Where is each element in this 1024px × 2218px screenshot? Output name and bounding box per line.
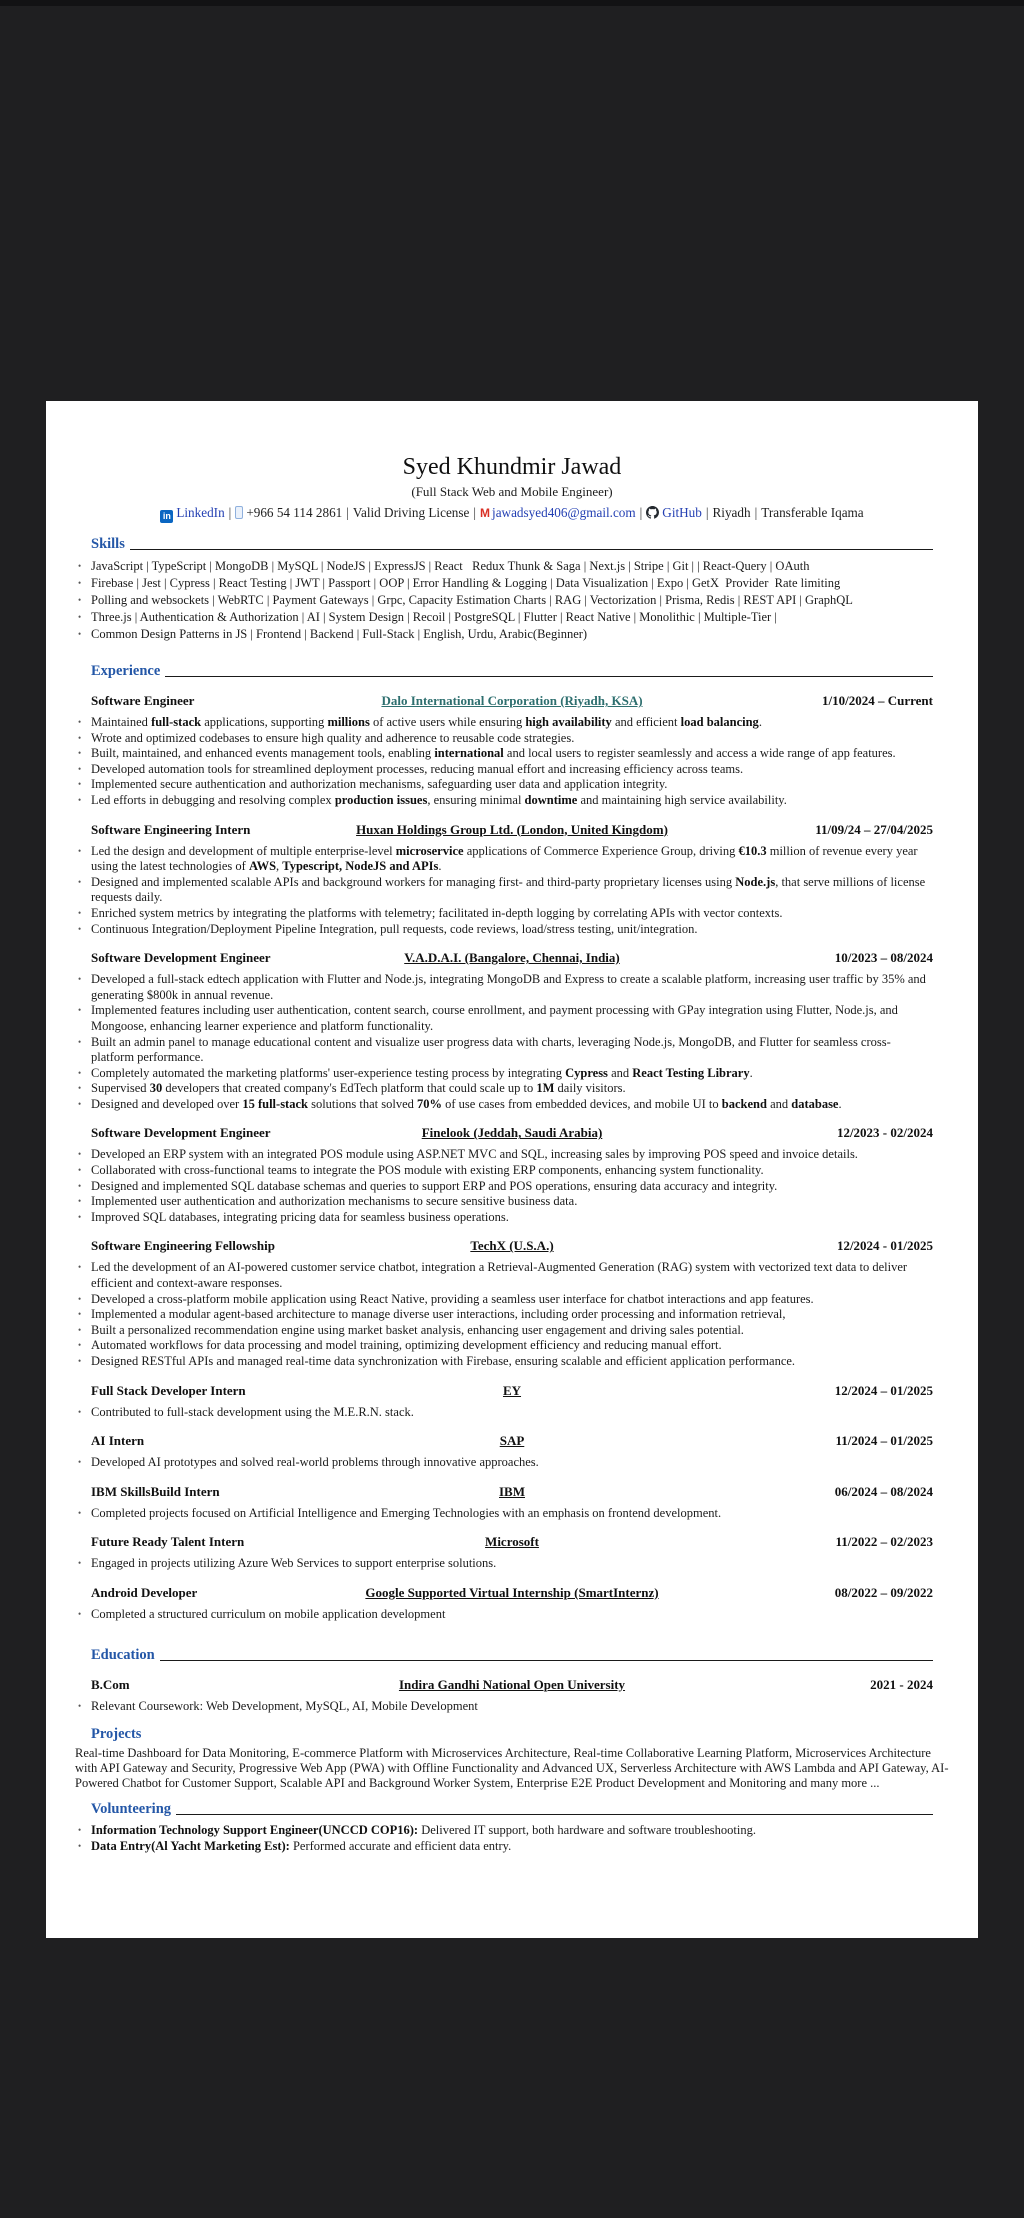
list-item-text: JavaScript | TypeScript | MongoDB | MySQL | NodeJS | ExpressJS | React Redux Thunk & Saga | Next.js | Stripe | Git | | React-Query | OAuth [91, 559, 810, 573]
entry-date: 12/2024 - 01/2025 [836, 1238, 933, 1254]
entry-role: B.Com [91, 1676, 130, 1692]
phone-icon [235, 506, 243, 519]
phone-number: +966 54 114 2861 [246, 505, 343, 520]
bullet-icon: • [78, 763, 82, 774]
list-item [75, 626, 933, 643]
list-item [75, 746, 933, 762]
entry-role: Software Development Engineer [91, 950, 271, 966]
bullet-icon: • [78, 1824, 82, 1835]
list-item [75, 1260, 933, 1291]
entry-header-row [91, 1585, 933, 1601]
entry-header-row [91, 1238, 933, 1254]
email-link[interactable]: jawadsyed406@gmail.com [492, 505, 636, 520]
bullet-icon: • [78, 612, 82, 622]
list-item-text: Built an admin panel to manage educational content and visualize user progress data with charts, leveraging Node.js, MongoDB, and Flutter for seamless cross-platform performance. [91, 1034, 891, 1065]
gmail-icon: M [480, 506, 491, 520]
list-item-text: Designed and implemented scalable APIs and background workers for managing first- and third-party proprietary licenses using Node.js, that serve millions of license requests daily. [91, 874, 929, 905]
entry-company-link[interactable]: Indira Gandhi National Open University [398, 1676, 626, 1692]
bullet-icon: • [78, 732, 82, 743]
bullet-icon: • [78, 1196, 82, 1207]
section-title-label: Volunteering [91, 1800, 172, 1817]
list-item-text: Led efforts in debugging and resolving complex production issues, ensuring minimal downtime and maintaining high service availability. [91, 792, 787, 807]
entry-role: Software Engineering Intern [91, 821, 251, 837]
separator: | [754, 505, 758, 520]
entry-header-row [91, 822, 933, 838]
bullet-icon: • [78, 1036, 82, 1047]
projects-text: Real-time Dashboard for Data Monitoring, E-commerce Platform with Microservices Architecture, Real-time Collaborative Learning Platform, Microservices Architecture with API Gateway and Security, Progressive Web App (PWA) with Offline Functionality and Advanced UX, Serverless Architecture with AWS Lambda and API Gateway, AI-Powered Chatbot for Customer Support, Scalable API and Background Worker System, Enterprise E2E Product Development and Monitoring and many more ... [75, 1746, 949, 1790]
list-item [75, 777, 933, 793]
list-item [75, 1455, 933, 1471]
list-item [75, 592, 933, 609]
list-item [75, 1699, 933, 1715]
entry-date: 11/2022 – 02/2023 [835, 1534, 933, 1550]
entry-role: Software Engineer [91, 693, 195, 708]
education-entries [78, 1676, 933, 1715]
bullet-icon: • [78, 1558, 82, 1569]
bullet-icon: • [78, 1083, 82, 1094]
separator: | [639, 505, 643, 520]
bullet-icon: • [78, 974, 82, 985]
bullet-icon: • [78, 1098, 82, 1109]
bullet-icon: • [78, 1211, 82, 1222]
entry-company-link[interactable]: Dalo International Corporation (Riyadh, KSA) [381, 693, 643, 708]
bullet-icon: • [78, 1180, 82, 1191]
list-item-text: Relevant Coursework: Web Development, MySQL, AI, Mobile Development [91, 1698, 478, 1713]
list-item [75, 1147, 933, 1163]
entry-header-row [91, 1484, 933, 1500]
section-title-label: Skills [91, 536, 125, 552]
entry-header-row [91, 1677, 933, 1693]
bullet-icon: • [78, 1507, 82, 1518]
separator: | [705, 505, 709, 520]
list-item [75, 1292, 933, 1308]
bullet-icon: • [78, 1406, 82, 1417]
entry-date: 11/09/24 – 27/04/2025 [815, 821, 933, 837]
list-item-text: Three.js | Authentication & Authorization | AI | System Design | Recoil | PostgreSQL | Flutter | React Native | Monolithic | Multiple-Tier | [91, 610, 777, 624]
bullet-icon: • [78, 1005, 82, 1016]
list-item-text: Implemented secure authentication and authorization mechanisms, safeguarding user data and application integrity. [91, 777, 668, 792]
bullet-icon: • [78, 1457, 82, 1468]
bullet-icon: • [78, 1700, 82, 1711]
list-item-text: Developed a full-stack edtech application with Flutter and Node.js, integrating MongoDB and Express to create a scalable platform, increasing user traffic by 35% and generating $800k in annual revenue. [91, 972, 930, 1002]
entry-header-row [91, 1534, 933, 1550]
entry-date: 08/2022 – 09/2022 [834, 1584, 933, 1600]
entry-bullets [78, 1606, 933, 1623]
entry-bullets [78, 1404, 933, 1421]
github-link[interactable]: GitHub [662, 505, 702, 520]
bullet-icon: • [78, 748, 82, 759]
list-item [75, 575, 933, 592]
section-title-label: Projects [91, 1726, 142, 1743]
section-title-experience [91, 663, 933, 680]
list-item-text: Firebase | Jest | Cypress | React Testing | JWT | Passport | OOP | Error Handling & Logging | Data Visualization | Expo | GetX Provider Rate limiting [91, 576, 841, 590]
list-item-text: Wrote and optimized codebases to ensure high quality and adherence to reusable code strategies. [91, 730, 575, 745]
entry-date: 10/2023 – 08/2024 [834, 950, 933, 966]
entry-role: AI Intern [91, 1433, 145, 1449]
list-item-text: Completely automated the marketing platforms' user-experience testing process by integrating Cypress and React Testing Library. [91, 1065, 753, 1080]
entry-role: Full Stack Developer Intern [91, 1382, 246, 1398]
list-item [75, 1607, 933, 1623]
list-item-text: Led the design and development of multiple enterprise-level microservice applications of Commerce Experience Group, driving €10.3 million of revenue every year using the latest technologies of AWS, Typescript, NodeJS and APIs. [91, 843, 921, 874]
bullet-icon: • [78, 1149, 82, 1160]
list-item [75, 731, 933, 747]
section-title-education [91, 1647, 933, 1664]
list-item [75, 1066, 933, 1082]
list-item-text: Polling and websockets | WebRTC | Payment Gateways | Grpc, Capacity Estimation Charts | RAG | Vectorization | Prisma, Redis | REST API | GraphQL [91, 593, 853, 607]
iqama-text: Transferable Iqama [761, 505, 864, 520]
entry-header-row [91, 1125, 933, 1141]
section-rule [160, 1660, 933, 1661]
list-item-text: Automated workflows for data processing and model training, optimizing development efficiency and reducing manual effort. [91, 1338, 722, 1353]
list-item-text: Completed a structured curriculum on mobile application development [91, 1606, 446, 1621]
experience-entry [78, 1676, 933, 1715]
volunteering-list [78, 1822, 933, 1855]
list-item-text: Information Technology Support Engineer(UNCCD COP16): Delivered IT support, both hardware and software troubleshooting. [91, 1822, 756, 1837]
list-item-text: Continuous Integration/Deployment Pipeline Integration, pull requests, code reviews, load/stress testing, unit/integration. [91, 921, 698, 936]
experience-entries [78, 693, 933, 1623]
entry-date: 12/2024 – 01/2025 [834, 1382, 933, 1398]
bullet-icon: • [78, 923, 82, 934]
bullet-icon: • [78, 1608, 82, 1619]
bullet-icon: • [78, 1356, 82, 1366]
experience-entry [78, 693, 933, 809]
entry-company-link[interactable]: V.A.D.A.I. (Bangalore, Chennai, India) [404, 950, 620, 966]
list-item-text: Built a personalized recommendation engine using market basket analysis, enhancing user engagement and driving sales potential. [91, 1322, 744, 1337]
list-item [75, 1556, 933, 1572]
list-item [75, 1338, 933, 1354]
section-rule [165, 676, 933, 677]
list-item-text: Contributed to full-stack development using the M.E.R.N. stack. [91, 1404, 414, 1419]
contact-line [91, 505, 933, 523]
entry-company-link[interactable]: Google Supported Virtual Internship (SmartInternz) [365, 1584, 659, 1600]
bullet-icon: • [78, 595, 82, 605]
entry-date: 11/2024 – 01/2025 [835, 1433, 933, 1449]
list-item-text: Improved SQL databases, integrating pricing data for seamless business operations. [91, 1209, 509, 1224]
experience-entry [78, 1584, 933, 1623]
entry-company-link[interactable]: Finelook (Jeddah, Saudi Arabia) [421, 1125, 603, 1141]
list-item-text: Developed an ERP system with an integrated POS module using ASP.NET MVC and SQL, increasing sales by improving POS speed and invoice details. [91, 1147, 858, 1162]
section-title-projects [91, 1726, 933, 1743]
city-text: Riyadh [712, 505, 751, 520]
entry-bullets [78, 843, 933, 938]
list-item [75, 762, 933, 778]
entry-company-link[interactable]: IBM [499, 1483, 525, 1499]
section-title-label: Experience [91, 663, 161, 679]
experience-entry [78, 1382, 933, 1421]
section-title-label: Education [91, 1646, 155, 1663]
experience-entry [78, 1238, 933, 1369]
list-item [75, 793, 933, 809]
bullet-icon: • [78, 1324, 82, 1335]
bullet-icon: • [78, 907, 82, 918]
experience-entry [78, 1483, 933, 1522]
linkedin-icon: in [160, 510, 173, 523]
list-item [75, 922, 933, 938]
entry-role: Android Developer [91, 1584, 198, 1600]
bullet-icon: • [78, 578, 82, 588]
entry-bullets [78, 972, 933, 1112]
list-item-text: Collaborated with cross-functional teams to integrate the POS module with existing ERP components, enhancing system functionality. [91, 1163, 764, 1178]
entry-role: Software Development Engineer [91, 1125, 271, 1141]
experience-entry [78, 1125, 933, 1225]
entry-company-link[interactable]: EY [502, 1382, 522, 1398]
list-item [75, 715, 933, 731]
list-item [75, 609, 933, 626]
list-item [75, 906, 933, 922]
experience-entry [78, 821, 933, 938]
separator: | [473, 505, 477, 520]
list-item-text: Supervised 30 developers that created company's EdTech platform that could scale up to 1M daily visitors. [91, 1081, 626, 1096]
bullet-icon: • [78, 779, 82, 790]
entry-header-row [91, 1383, 933, 1399]
entry-company-link[interactable]: SAP [499, 1433, 525, 1449]
entry-date: 2021 - 2024 [870, 1676, 933, 1692]
bullet-icon: • [78, 794, 82, 805]
bullet-icon: • [78, 876, 82, 887]
entry-header-row [91, 1433, 933, 1449]
entry-bullets [78, 1455, 933, 1471]
section-rule [176, 1814, 933, 1815]
list-item-text: Developed a cross-platform mobile application using React Native, providing a seamless user interface for chatbot interactions and app features. [91, 1291, 814, 1306]
entry-bullets [78, 1260, 933, 1369]
bullet-icon: • [78, 845, 82, 856]
list-item-text: Completed projects focused on Artificial Intelligence and Emerging Technologies with an emphasis on frontend development. [91, 1505, 722, 1520]
list-item-text: Developed AI prototypes and solved real-world problems through innovative approaches. [91, 1455, 539, 1470]
list-item-text: Data Entry(Al Yacht Marketing Est): Performed accurate and efficient data entry. [91, 1839, 512, 1854]
entry-bullets [78, 1556, 933, 1572]
bullet-icon: • [78, 1309, 82, 1320]
list-item-text: Common Design Patterns in JS | Frontend | Backend | Full-Stack | English, Urdu, Arabic(Beginner) [91, 627, 588, 641]
entry-bullets [78, 1698, 933, 1715]
bullet-icon: • [78, 629, 82, 639]
list-item-text: Enriched system metrics by integrating the platforms with telemetry; facilitated in-depth logging by correlating APIs with vector contexts. [91, 905, 783, 920]
section-title-volunteering [91, 1801, 933, 1818]
bullet-icon: • [78, 1340, 82, 1351]
entry-company-link[interactable]: TechX (U.S.A.) [470, 1238, 554, 1254]
list-item [75, 1097, 933, 1113]
separator: | [346, 505, 349, 520]
list-item [75, 1323, 933, 1339]
driving-license-text: Valid Driving License [352, 505, 470, 520]
entry-date: 1/10/2024 – Current [822, 693, 933, 708]
section-rule [130, 549, 933, 550]
candidate-name: Syed Khundmir Jawad [402, 454, 622, 480]
experience-entry [78, 1433, 933, 1471]
list-item [75, 1194, 933, 1210]
bullet-icon: • [78, 717, 82, 727]
resume-page [46, 401, 978, 1938]
github-icon [646, 506, 659, 519]
list-item [75, 844, 933, 875]
entry-bullets [78, 1505, 933, 1522]
bullet-icon: • [78, 561, 82, 571]
list-item-text: Maintained full-stack applications, supporting millions of active users while ensuring high availability and efficient load balancing. [91, 715, 762, 729]
bullet-icon: • [78, 1165, 82, 1176]
entry-company-link[interactable]: Huxan Holdings Group Ltd. (London, United Kingdom) [356, 821, 668, 837]
entry-bullets [78, 715, 933, 809]
experience-entry [78, 950, 933, 1112]
entry-company-link[interactable]: Microsoft [485, 1534, 539, 1550]
list-item [75, 972, 933, 1003]
entry-role: IBM SkillsBuild Intern [91, 1483, 220, 1499]
list-item-text: Engaged in projects utilizing Azure Web Services to support enterprise solutions. [91, 1556, 497, 1571]
bullet-icon: • [78, 1293, 82, 1304]
list-item-text: Designed and developed over 15 full-stack solutions that solved 70% of use cases from embedded devices, and mobile UI to backend and database. [91, 1096, 842, 1111]
separator: | [228, 505, 232, 520]
bullet-icon: • [78, 1841, 82, 1852]
list-item [75, 1307, 933, 1323]
candidate-subtitle: (Full Stack Web and Mobile Engineer) [411, 484, 613, 499]
list-item [75, 1405, 933, 1421]
list-item-text: Developed automation tools for streamlined deployment processes, reducing manual effort and increasing efficiency across teams. [91, 761, 744, 776]
linkedin-link[interactable]: LinkedIn [176, 505, 225, 520]
list-item-text: Implemented features including user authentication, content search, course enrollment, and payment processing with GPay integration using Flutter, Node.js, and Mongoose, enhancing learner experience and platform functionality. [91, 1003, 902, 1033]
list-item [75, 1506, 933, 1522]
list-item-text: Designed RESTful APIs and managed real-time data synchronization with Firebase, ensuring scalable and efficient application performance. [91, 1354, 796, 1368]
entry-role: Software Engineering Fellowship [91, 1238, 275, 1254]
entry-role: Future Ready Talent Intern [91, 1534, 245, 1550]
list-item [75, 1081, 933, 1097]
list-item-text: Implemented user authentication and authorization mechanisms to secure sensitive business data. [91, 1194, 578, 1209]
entry-bullets [78, 1147, 933, 1225]
list-item [75, 1179, 933, 1195]
list-item [75, 558, 933, 575]
list-item-text: Built, maintained, and enhanced events management tools, enabling international and local users to register seamlessly and access a wide range of app features. [91, 746, 896, 761]
entry-header-row [91, 950, 933, 966]
list-item [75, 1822, 933, 1839]
list-item [75, 1838, 933, 1855]
list-item [75, 1163, 933, 1179]
list-item [75, 875, 933, 906]
list-item [75, 1035, 933, 1066]
skills-list [78, 558, 933, 643]
entry-date: 12/2023 - 02/2024 [836, 1125, 933, 1141]
viewer-top-strip [0, 0, 1024, 6]
entry-header-row [91, 693, 933, 709]
section-title-skills [91, 536, 933, 553]
bullet-icon: • [78, 1262, 82, 1273]
list-item [75, 1210, 933, 1226]
list-item [75, 1354, 933, 1370]
experience-entry [78, 1534, 933, 1572]
list-item [75, 1003, 933, 1034]
list-item-text: Designed and implemented SQL database schemas and queries to support ERP and POS operations, ensuring data accuracy and integrity. [91, 1178, 778, 1193]
list-item-text: Implemented a modular agent-based architecture to manage diverse user interactions, including order processing and information retrieval, [91, 1307, 786, 1322]
bullet-icon: • [78, 1067, 82, 1078]
entry-date: 06/2024 – 08/2024 [834, 1483, 933, 1499]
list-item-text: Led the development of an AI-powered customer service chatbot, integration a Retrieval-Augmented Generation (RAG) system with vectorized text data to deliver efficient and context-aware responses. [91, 1260, 911, 1291]
